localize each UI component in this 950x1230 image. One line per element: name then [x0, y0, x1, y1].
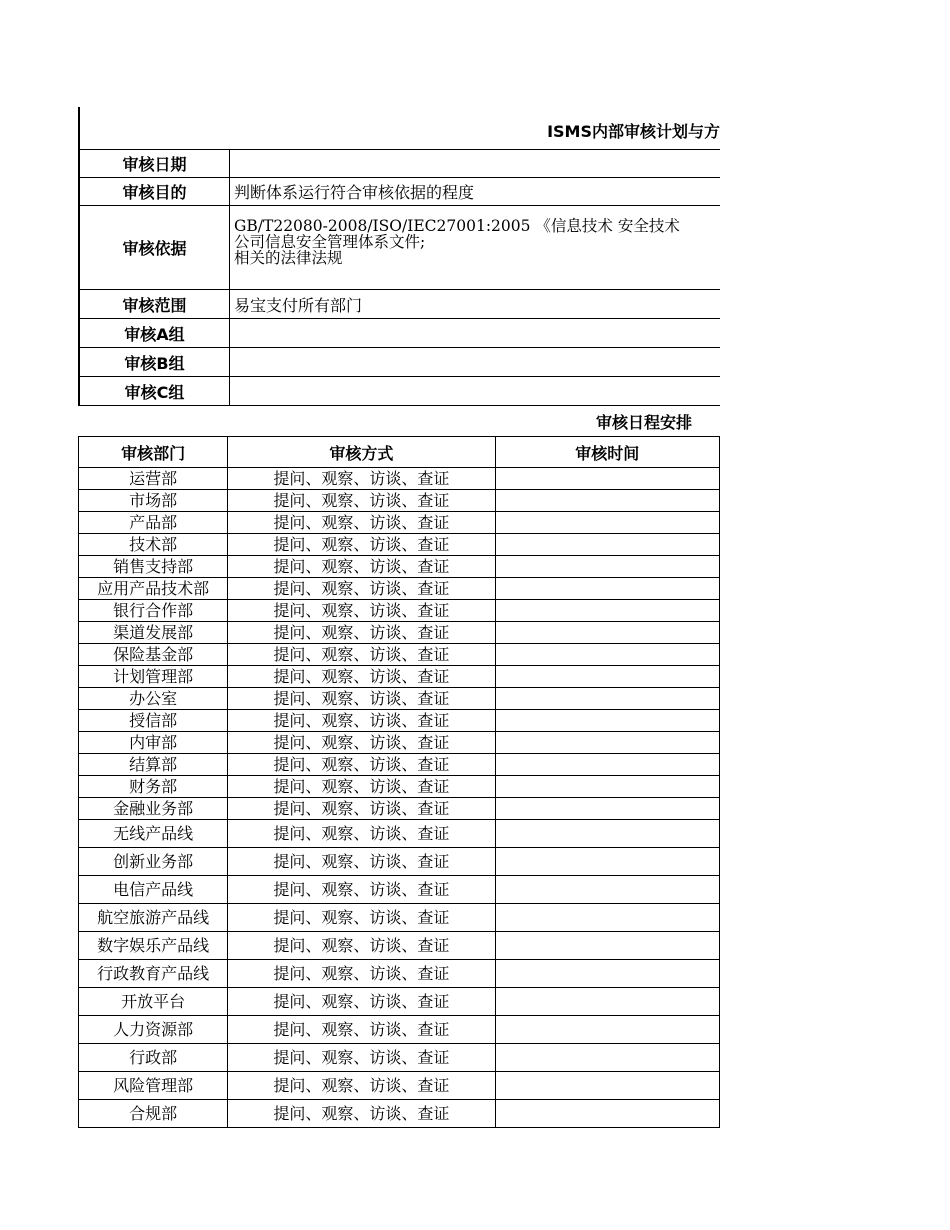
info-value[interactable]	[230, 290, 721, 319]
dept-cell: 航空旅游产品线	[79, 904, 228, 932]
dept-cell: 银行合作部	[79, 600, 228, 622]
table-row	[79, 1100, 720, 1128]
method-cell: 提问、观察、访谈、查证	[228, 1044, 495, 1072]
method-cell: 提问、观察、访谈、查证	[228, 534, 495, 556]
info-value-line: GB/T22080-2008/ISO/IEC27001:2005 《信息技术 安全技术	[234, 217, 680, 235]
info-value[interactable]	[230, 206, 721, 290]
time-cell[interactable]	[495, 848, 719, 876]
method-cell: 提问、观察、访谈、查证	[228, 1072, 495, 1100]
dept-cell: 销售支持部	[79, 556, 228, 578]
dept-cell: 结算部	[79, 754, 228, 776]
dept-cell: 创新业务部	[79, 848, 228, 876]
audit-plan-sheet	[78, 107, 720, 1128]
audit-schedule-table	[78, 436, 720, 1128]
method-cell: 提问、观察、访谈、查证	[228, 798, 495, 820]
method-cell: 提问、观察、访谈、查证	[228, 688, 495, 710]
info-row	[79, 150, 720, 178]
method-cell: 提问、观察、访谈、查证	[228, 988, 495, 1016]
time-cell[interactable]	[495, 1016, 719, 1044]
info-row	[79, 178, 720, 206]
dept-cell: 渠道发展部	[79, 622, 228, 644]
time-cell[interactable]	[495, 776, 719, 798]
time-cell[interactable]	[495, 904, 719, 932]
time-cell[interactable]	[495, 600, 719, 622]
info-value[interactable]	[230, 178, 721, 206]
dept-cell: 行政教育产品线	[79, 960, 228, 988]
time-cell[interactable]	[495, 960, 719, 988]
time-cell[interactable]	[495, 798, 719, 820]
table-row	[79, 798, 720, 820]
dept-cell: 计划管理部	[79, 666, 228, 688]
table-row	[79, 876, 720, 904]
info-row	[79, 377, 720, 406]
document-title: ISMS内部审核计划与方	[547, 122, 720, 141]
time-cell[interactable]	[495, 710, 719, 732]
table-row	[79, 468, 720, 490]
table-row	[79, 776, 720, 798]
dept-cell: 授信部	[79, 710, 228, 732]
method-cell: 提问、观察、访谈、查证	[228, 754, 495, 776]
time-cell[interactable]	[495, 932, 719, 960]
time-cell[interactable]	[495, 1044, 719, 1072]
time-cell[interactable]	[495, 876, 719, 904]
time-cell[interactable]	[495, 556, 719, 578]
time-cell[interactable]	[495, 988, 719, 1016]
dept-cell: 技术部	[79, 534, 228, 556]
header-method: 审核方式	[228, 437, 495, 468]
table-row	[79, 556, 720, 578]
table-row	[79, 848, 720, 876]
dept-cell: 行政部	[79, 1044, 228, 1072]
time-cell[interactable]	[495, 688, 719, 710]
info-row	[79, 348, 720, 377]
table-row	[79, 666, 720, 688]
method-cell: 提问、观察、访谈、查证	[228, 820, 495, 848]
info-value[interactable]	[230, 348, 721, 377]
dept-cell: 运营部	[79, 468, 228, 490]
table-row	[79, 904, 720, 932]
table-row	[79, 600, 720, 622]
method-cell: 提问、观察、访谈、查证	[228, 932, 495, 960]
header-time: 审核时间	[495, 437, 719, 468]
method-cell: 提问、观察、访谈、查证	[228, 512, 495, 534]
method-cell: 提问、观察、访谈、查证	[228, 732, 495, 754]
method-cell: 提问、观察、访谈、查证	[228, 904, 495, 932]
dept-cell: 产品部	[79, 512, 228, 534]
table-row	[79, 1072, 720, 1100]
dept-cell: 风险管理部	[79, 1072, 228, 1100]
time-cell[interactable]	[495, 666, 719, 688]
time-cell[interactable]	[495, 578, 719, 600]
table-row	[79, 1016, 720, 1044]
method-cell: 提问、观察、访谈、查证	[228, 468, 495, 490]
table-row	[79, 710, 720, 732]
method-cell: 提问、观察、访谈、查证	[228, 666, 495, 688]
method-cell: 提问、观察、访谈、查证	[228, 490, 495, 512]
table-row	[79, 622, 720, 644]
table-row	[79, 688, 720, 710]
dept-cell: 内审部	[79, 732, 228, 754]
dept-cell: 保险基金部	[79, 644, 228, 666]
audit-info-table	[78, 149, 720, 406]
info-label: 审核目的	[79, 178, 230, 206]
info-value-line: 相关的法律法规	[234, 249, 343, 267]
dept-cell: 应用产品技术部	[79, 578, 228, 600]
method-cell: 提问、观察、访谈、查证	[228, 578, 495, 600]
info-label: 审核依据	[79, 206, 230, 290]
method-cell: 提问、观察、访谈、查证	[228, 622, 495, 644]
method-cell: 提问、观察、访谈、查证	[228, 1016, 495, 1044]
dept-cell: 数字娱乐产品线	[79, 932, 228, 960]
dept-cell: 电信产品线	[79, 876, 228, 904]
dept-cell: 财务部	[79, 776, 228, 798]
dept-cell: 市场部	[79, 490, 228, 512]
table-row	[79, 732, 720, 754]
table-row	[79, 1044, 720, 1072]
time-cell[interactable]	[495, 644, 719, 666]
title-row	[78, 107, 720, 149]
header-dept: 审核部门	[79, 437, 228, 468]
time-cell[interactable]	[495, 820, 719, 848]
time-cell[interactable]	[495, 512, 719, 534]
info-row	[79, 319, 720, 348]
dept-cell: 金融业务部	[79, 798, 228, 820]
info-label: 审核日期	[79, 150, 230, 178]
method-cell: 提问、观察、访谈、查证	[228, 600, 495, 622]
table-row	[79, 988, 720, 1016]
dept-cell: 人力资源部	[79, 1016, 228, 1044]
info-label: 审核C组	[79, 377, 230, 406]
time-cell[interactable]	[495, 490, 719, 512]
table-row	[79, 644, 720, 666]
table-row	[79, 932, 720, 960]
table-row	[79, 578, 720, 600]
table-row	[79, 490, 720, 512]
dept-cell: 办公室	[79, 688, 228, 710]
schedule-title: 审核日程安排	[595, 413, 692, 432]
time-cell[interactable]	[495, 468, 719, 490]
method-cell: 提问、观察、访谈、查证	[228, 556, 495, 578]
schedule-heading-row	[78, 406, 720, 436]
info-value-line: 易宝支付所有部门	[234, 295, 363, 315]
info-label: 审核B组	[79, 348, 230, 377]
time-cell[interactable]	[495, 754, 719, 776]
dept-cell: 合规部	[79, 1100, 228, 1128]
method-cell: 提问、观察、访谈、查证	[228, 644, 495, 666]
table-row	[79, 820, 720, 848]
method-cell: 提问、观察、访谈、查证	[228, 776, 495, 798]
method-cell: 提问、观察、访谈、查证	[228, 960, 495, 988]
table-row	[79, 512, 720, 534]
info-value-line: 判断体系运行符合审核依据的程度	[234, 183, 475, 202]
schedule-header-row	[79, 437, 720, 468]
info-value-line: 公司信息安全管理体系文件;	[234, 233, 426, 251]
info-row	[79, 290, 720, 319]
info-label: 审核范围	[79, 290, 230, 319]
dept-cell: 无线产品线	[79, 820, 228, 848]
info-value[interactable]	[230, 377, 721, 406]
method-cell: 提问、观察、访谈、查证	[228, 876, 495, 904]
table-row	[79, 534, 720, 556]
time-cell[interactable]	[495, 732, 719, 754]
time-cell[interactable]	[495, 622, 719, 644]
method-cell: 提问、观察、访谈、查证	[228, 1100, 495, 1128]
method-cell: 提问、观察、访谈、查证	[228, 848, 495, 876]
info-label: 审核A组	[79, 319, 230, 348]
time-cell[interactable]	[495, 1100, 719, 1128]
dept-cell: 开放平台	[79, 988, 228, 1016]
table-row	[79, 754, 720, 776]
time-cell[interactable]	[495, 1072, 719, 1100]
info-row	[79, 206, 720, 290]
method-cell: 提问、观察、访谈、查证	[228, 710, 495, 732]
table-row	[79, 960, 720, 988]
info-value[interactable]	[230, 319, 721, 348]
time-cell[interactable]	[495, 534, 719, 556]
info-value[interactable]	[230, 150, 721, 178]
